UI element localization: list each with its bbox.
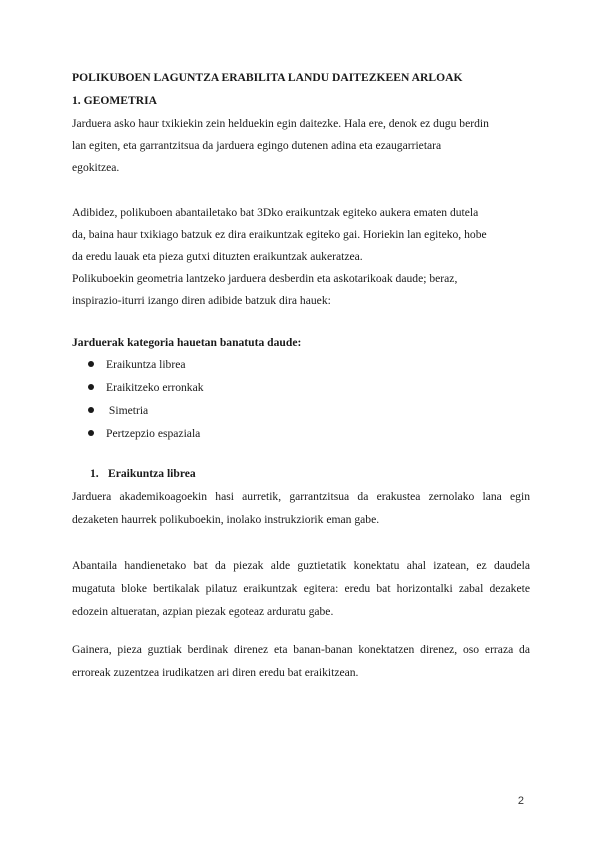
subsection-title: Eraikuntza librea [108,467,196,480]
paragraph-line: da eredu lauak eta pieza gutxi dituzten eraikuntzak aukeratzea. [72,250,363,263]
bullet-icon [88,407,94,413]
document-title: POLIKUBOEN LAGUNTZA ERABILITA LANDU DAITEZKEEN ARLOAK [72,71,463,84]
paragraph-line: Jarduera asko haur txikiekin zein helduekin egin daitezke. Hala ere, denok ez dugu berdin [72,117,489,130]
paragraph-line: Gainera, pieza guztiak berdinak direnez eta banan-banan konektatzen direnez, oso erraza da [72,643,530,656]
paragraph-line: erroreak zuzentzea irudikatzen ari diren eredu bat eraikitzean. [72,666,359,679]
subsection-number: 1. [90,467,99,480]
list-item-label: Eraikuntza librea [106,358,186,371]
bullet-icon [88,361,94,367]
paragraph-line: Abantaila handienetako bat da piezak alde guztietatik konektatu ahal izatean, ez daudela [72,559,530,572]
list-item-label: Pertzepzio espaziala [106,427,201,440]
list-item-label: Simetria [106,404,149,417]
list-item [88,358,186,372]
paragraph-line: da, baina haur txikiago batzuk ez dira eraikuntzak egiteko gai. Horiekin lan egiteko, hobe [72,228,487,241]
subsection-heading [90,467,196,481]
paragraph-line: lan egiten, eta garrantzitsua da jarduera egingo dutenen adina eta ezaugarrietara [72,139,442,152]
paragraph-line: edozein altueratan, azpian piezak egoteaz arduratu gabe. [72,605,334,618]
paragraph-line: mugatuta bloke bertikalak pilatuz eraikuntzak egitera: eredu bat horizontalki zabal dezakete [72,582,530,595]
bullet-icon [88,430,94,436]
paragraph-line: inspirazio-iturri izango diren adibide batzuk dira hauek: [72,294,331,307]
list-item [88,404,148,418]
paragraph-line: Jarduera akademikoagoekin hasi aurretik, garrantzitsua da erakustea zernolako lana egin [72,490,530,503]
list-item [88,427,200,441]
list-item [88,381,204,395]
categories-heading: Jarduerak kategoria hauetan banatuta daude: [72,336,302,349]
paragraph-line: Polikuboekin geometria lantzeko jarduera desberdin eta askotarikoak daude; beraz, [72,272,458,285]
list-item-label: Eraikitzeko erronkak [106,381,204,394]
bullet-icon [88,384,94,390]
paragraph-line: dezaketen haurrek polikuboekin, inolako instrukziorik eman gabe. [72,513,380,526]
paragraph-line: Adibidez, polikuboen abantailetako bat 3Dko eraikuntzak egiteko aukera ematen dutela [72,206,479,219]
paragraph-line: egokitzea. [72,161,120,174]
section-heading: 1. GEOMETRIA [72,94,158,107]
page-number: 2 [517,795,524,807]
